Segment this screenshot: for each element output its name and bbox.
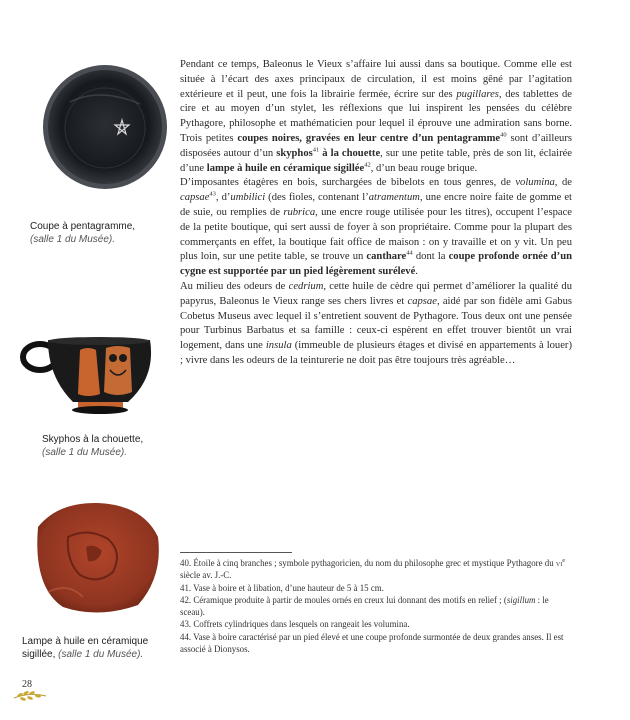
caption-location: (salle 1 du Musée). [58, 649, 144, 660]
caption-title-continued: sigillée, [22, 649, 59, 660]
pentagram-cup-image [40, 62, 170, 192]
ordinal-suffix: e [562, 557, 566, 565]
italic-term: umbilici [230, 192, 266, 204]
figure-caption-pentagram-cup [30, 220, 170, 246]
italic-term: volumina [515, 177, 555, 189]
bold-term: canthare [366, 251, 407, 263]
footnote-40 [180, 557, 572, 582]
text: , d’ [215, 192, 231, 204]
figure-caption-sigillata-lamp [22, 635, 167, 661]
bold-term: coupes noires, gravées en leur centre d’un pentagramme [237, 132, 501, 144]
century-numeral: vi [555, 558, 563, 568]
text: sont d’ailleurs disposées autour d’un [180, 132, 573, 159]
footnotes [180, 557, 572, 655]
footnote-divider [180, 552, 292, 553]
italic-term: capsae [407, 295, 437, 307]
footnote-ref-44[interactable]: 44 [406, 249, 413, 257]
italic-term: capsae [180, 192, 210, 204]
text: : le sceau). [180, 594, 549, 618]
footnote-ref-42[interactable]: 42 [364, 161, 371, 169]
footnote-ref-43[interactable]: 43 [209, 190, 216, 198]
text: D’imposantes étagères en bois, surchargées de bibelots en tous genres, de [180, 177, 516, 189]
footnote-42 [180, 594, 572, 619]
text: , d’un beau rouge brique. [370, 162, 478, 174]
sigillata-lamp-image [28, 497, 164, 619]
text: dont la [412, 251, 449, 263]
bold-term: lampe à huile en céramique sigillée [206, 162, 365, 174]
italic-term: atramentum [368, 192, 420, 204]
caption-title: Skyphos à la chouette, [42, 434, 144, 445]
text: , des tablettes de cire et au moyen d’un stylet, les réflexions que lui inspirent les pensées du célèbre Pythagore, philosophe et mathématicien pour lequel il éprouve une admiration sans borne. Trois petites [180, 88, 572, 144]
paragraph-2 [180, 176, 572, 280]
text: Au milieu des odeurs de [180, 280, 289, 292]
caption-location: (salle 1 du Musée). [42, 447, 128, 458]
italic-term: sigillum [506, 594, 536, 605]
italic-term: pugillares [456, 88, 499, 100]
caption-location: (salle 1 du Musée). [30, 234, 116, 245]
footnote-44: 44. Vase à boire caractérisé par un pied élevé et une coupe profonde surmontée de deux grandes anses. Il est associé à Dionysos. [180, 631, 564, 655]
text: , une encre noire faite de gomme et de suie, ou remplies de [180, 192, 572, 218]
laurel-icon [12, 688, 48, 707]
owl-skyphos-image [18, 322, 168, 417]
bold-term: skyphos [276, 147, 313, 159]
italic-term: rubrica [283, 206, 316, 218]
text: , cette huile de cèdre qui permet d’améliorer la qualité du papyrus, Baleonus le Vieux range ses chers livres et [180, 280, 572, 307]
text: , de [554, 177, 573, 189]
text: . [415, 266, 418, 278]
text: 40. Étoile à cinq branches ; symbole pythagoricien, du nom du philosophe grec et mystique Pythagore du [180, 558, 556, 568]
text: , une encre rouge utilisée pour les titres), occupent l’espace de la petite boutique, qui sert aussi de foyer à son propriétaire. Comme pour la plupart des commerçants en effet, la boutique fait office de maison : on y travaille et on y vit. Un peu plus loin, sur une petite table, se trouve un [180, 206, 572, 263]
bold-term: à la chouette [319, 147, 381, 159]
text: 42. Céramique produite à partir de moules ornés en creux lui donnant des motifs en relief ; ( [180, 594, 507, 605]
text: (des fioles, contenant l’ [265, 192, 369, 204]
paragraph-1 [180, 58, 572, 176]
text: , aidé par son fidèle ami Gabus Cobetus Museus avec lequel il s’entretient souvent de Pythagore. Tous deux ont une pensée pour Turbinus Barbatus et sa famille : ceux-ci espèrent en effet trouver bientôt un vrai logement, dans une [180, 295, 572, 352]
footnote-43: 43. Coffrets cylindriques dans lesquels on rangeait les volumina. [180, 619, 410, 630]
italic-term: insula [265, 340, 292, 352]
footnote-ref-41[interactable]: 41 [312, 146, 320, 154]
paragraph-3 [180, 280, 572, 369]
footnote-41: 41. Vase à boire et à libation, d’une hauteur de 5 à 15 cm. [180, 582, 384, 593]
footnote-ref-40[interactable]: 40 [500, 131, 507, 139]
caption-line2 [22, 648, 167, 661]
bold-term: coupe profonde ornée d’un cygne est supportée par un pied légèrement surélevé [180, 251, 572, 278]
caption-title: Coupe à pentagramme, [30, 221, 136, 232]
text: , sur une petite table, près de son lit, éclairée d’une [180, 147, 572, 174]
page-number: 28 [22, 679, 32, 690]
figure-caption-owl-skyphos [42, 433, 172, 459]
text: (immeuble de plusieurs étages et divisé en appartements à louer) ; vivre dans les odeurs de la teinturerie ne doit pas être toujours très agréable… [180, 340, 572, 366]
body-text [180, 58, 572, 369]
italic-term: cedrium [288, 280, 324, 292]
caption-title: Lampe à huile en céramique [22, 636, 149, 647]
text: siècle av. J.-C. [180, 570, 232, 581]
text: Pendant ce temps, Baleonus le Vieux s’affaire lui aussi dans sa boutique. Comme elle est située à l’écart des axes principaux de circulation, il est moins gêné par l’agitation extérieure et il peut, une fois la librairie fermée, écrire sur des [180, 59, 572, 100]
